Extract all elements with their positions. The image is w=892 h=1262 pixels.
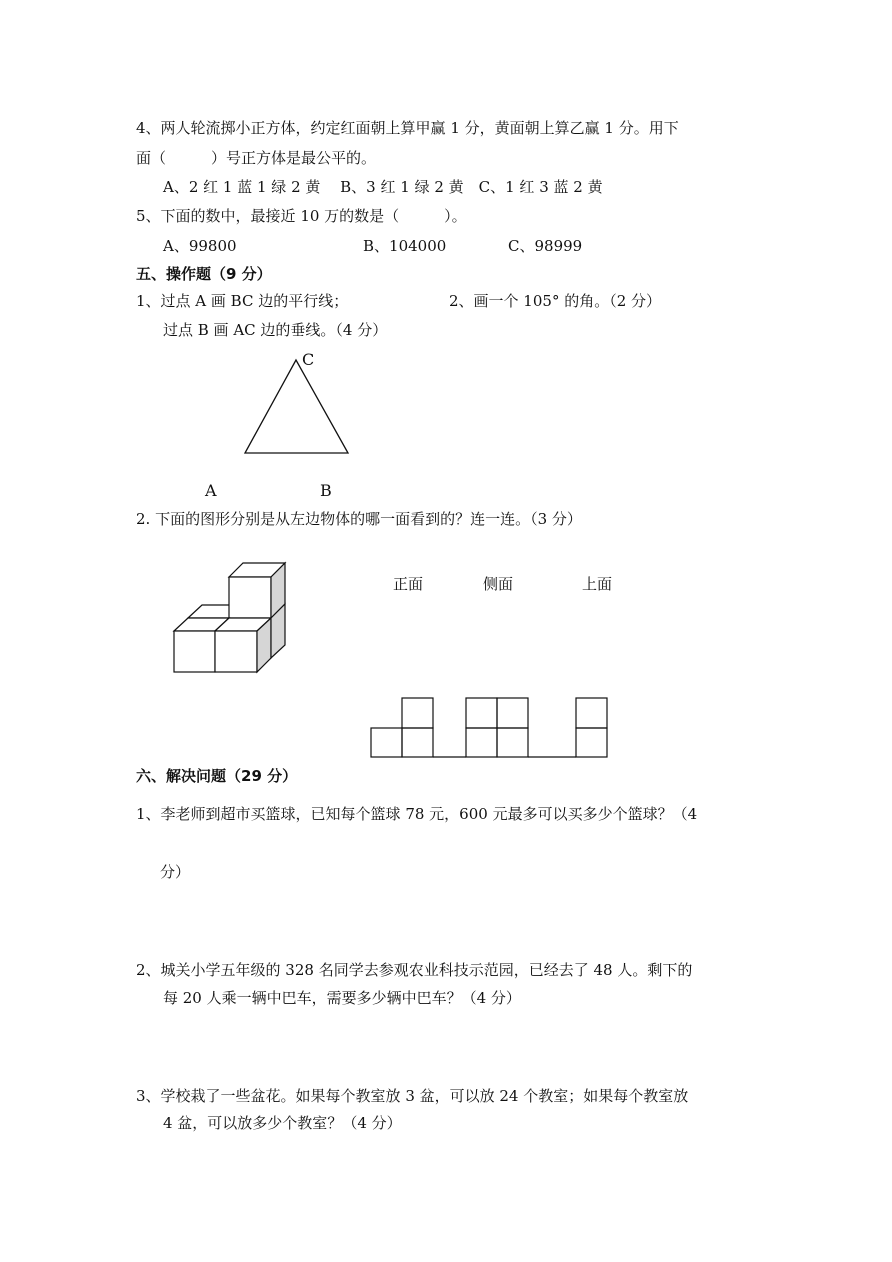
triangle-label-a: A bbox=[205, 481, 217, 500]
q5-line1: 5、下面的数中，最接近 10 万的数是（ ）。 bbox=[136, 207, 467, 225]
view-label-front: 正面 bbox=[393, 575, 424, 593]
section6-title: 六、解决问题（29 分） bbox=[136, 767, 298, 785]
view-shape-1-top bbox=[402, 698, 433, 728]
view-shape-3-top bbox=[576, 698, 607, 728]
triangle-label-c: C bbox=[302, 350, 315, 369]
q4-line1: 4、两人轮流掷小正方体，约定红面朝上算甲赢 1 分，黄面朝上算乙赢 1 分。用下 bbox=[136, 119, 679, 137]
problem2-line2: 每 20 人乘一辆中巴车，需要多少辆中巴车？（4 分） bbox=[163, 989, 521, 1007]
view-label-side: 侧面 bbox=[483, 575, 514, 593]
problem1-line1: 1、李老师到超市买篮球，已知每个篮球 78 元，600 元最多可以买多少个篮球？（4 bbox=[136, 805, 698, 823]
problem2-line1: 2、城关小学五年级的 328 名同学去参观农业科技示范园，已经去了 48 人。剩下的 bbox=[136, 961, 693, 979]
problem3-line1: 3、学校栽了一些盆花。如果每个教室放 3 盆，可以放 24 个教室；如果每个教室放 bbox=[136, 1087, 689, 1105]
q5-option-a: A、99800 bbox=[163, 237, 237, 255]
problem1-line2: 分） bbox=[160, 863, 191, 881]
triangle-label-b: B bbox=[320, 481, 332, 500]
op2: 2、画一个 105° 的角。（2 分） bbox=[449, 292, 662, 310]
view-shape-2-top bbox=[466, 698, 497, 728]
triangle-shape bbox=[245, 360, 348, 453]
problem3-line2: 4 盆，可以放多少个教室？（4 分） bbox=[163, 1114, 402, 1132]
q5-option-b: B、104000 bbox=[363, 237, 447, 255]
q4-line2: 面（ ）号正方体是最公平的。 bbox=[136, 149, 377, 167]
op1-line2: 过点 B 画 AC 边的垂线。（4 分） bbox=[163, 321, 388, 339]
view-label-top: 上面 bbox=[582, 575, 613, 593]
q4-options: A、2 红 1 蓝 1 绿 2 黄 B、3 红 1 绿 2 黄 C、1 红 3 蓝 2 黄 bbox=[163, 178, 603, 196]
q5-option-c: C、98999 bbox=[508, 237, 583, 255]
section5-title: 五、操作题（9 分） bbox=[136, 265, 272, 283]
views-question: 2. 下面的图形分别是从左边物体的哪一面看到的？连一连。（3 分） bbox=[136, 510, 582, 528]
op1-line1: 1、过点 A 画 BC 边的平行线； bbox=[136, 292, 349, 310]
